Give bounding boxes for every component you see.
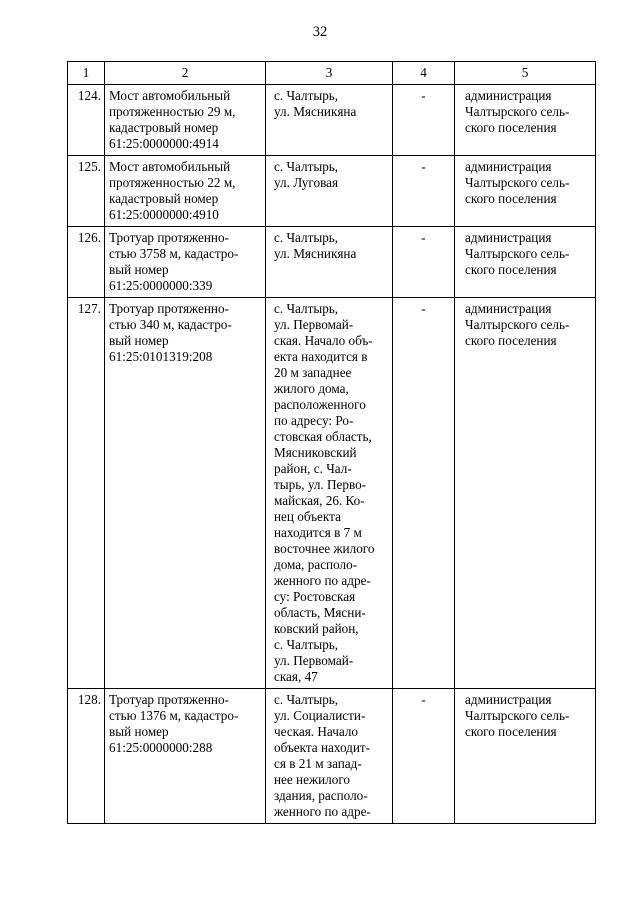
row-number: 124. (68, 85, 105, 156)
column-4-value: - (393, 689, 455, 824)
address-line: ул. Мясникяна (274, 246, 357, 261)
address-line: ул. Социалисти- (274, 708, 366, 723)
address-line: с. Чалтырь, (274, 88, 339, 103)
object-line: кадастровый номер (109, 120, 219, 135)
address-line: майская, 26. Ко- (274, 493, 365, 508)
table-row (68, 156, 596, 227)
holder-line: ского поселения (465, 120, 557, 135)
address-line: ул. Луговая (274, 175, 339, 190)
address-line: с. Чалтырь, (274, 692, 339, 707)
object-address (266, 298, 393, 689)
holder-line: администрация (465, 301, 552, 316)
address-line: находится в 7 м (274, 525, 362, 540)
address-line: область, Мясни- (274, 605, 366, 620)
header-row (68, 62, 596, 85)
object-line: кадастровый номер (109, 191, 219, 206)
registry-table (67, 61, 596, 824)
address-line: стовская область, (274, 429, 372, 444)
object-line: стью 3758 м, кадастро- (109, 246, 239, 261)
object-line: вый номер (109, 724, 169, 739)
header-col-3: 3 (266, 62, 393, 85)
object-line: 61:25:0000000:4910 (109, 207, 219, 222)
object-line: Тротуар протяженно- (109, 692, 229, 707)
address-line: ческая. Начало (274, 724, 359, 739)
address-line: район, с. Чал- (274, 461, 352, 476)
holder-line: администрация (465, 230, 552, 245)
address-line: 20 м западнее (274, 365, 352, 380)
address-line: с. Чалтырь, (274, 230, 339, 245)
header-col-4: 4 (393, 62, 455, 85)
object-line: 61:25:0101319:208 (109, 349, 213, 364)
holder-line: ского поселения (465, 191, 557, 206)
object-description (105, 298, 266, 689)
holder-line: Чалтырского сель- (465, 708, 570, 723)
object-line: вый номер (109, 262, 169, 277)
address-line: с. Чалтырь, (274, 301, 339, 316)
address-line: по адресу: Ро- (274, 413, 354, 428)
object-line: Мост автомобильный (109, 88, 231, 103)
object-description (105, 156, 266, 227)
header-col-5: 5 (455, 62, 596, 85)
address-line: ся в 21 м запад- (274, 756, 362, 771)
address-line: нец объекта (274, 509, 341, 524)
address-line: с. Чалтырь, (274, 159, 339, 174)
object-address (266, 689, 393, 824)
column-4-value: - (393, 85, 455, 156)
row-number: 126. (68, 227, 105, 298)
holder-name (455, 156, 596, 227)
holder-line: Чалтырского сель- (465, 246, 570, 261)
address-line: восточнее жилого (274, 541, 375, 556)
address-line: нее нежилого (274, 772, 350, 787)
object-line: Тротуар протяженно- (109, 301, 229, 316)
address-line: с. Чалтырь, (274, 637, 339, 652)
holder-line: администрация (465, 692, 552, 707)
object-description (105, 85, 266, 156)
address-line: здания, располо- (274, 788, 368, 803)
address-line: дома, располо- (274, 557, 358, 572)
object-address (266, 156, 393, 227)
object-line: 61:25:0000000:339 (109, 278, 213, 293)
column-4-value: - (393, 298, 455, 689)
object-description (105, 227, 266, 298)
header-col-1: 1 (68, 62, 105, 85)
holder-line: Чалтырского сель- (465, 175, 570, 190)
row-number: 127. (68, 298, 105, 689)
address-line: расположенного (274, 397, 366, 412)
address-line: ул. Первомай- (274, 653, 354, 668)
address-line: женного по адре- (274, 573, 371, 588)
object-line: протяженностью 29 м, (109, 104, 236, 119)
column-4-value: - (393, 156, 455, 227)
table-row (68, 227, 596, 298)
holder-name (455, 227, 596, 298)
table-row (68, 689, 596, 824)
address-line: женного по адре- (274, 804, 371, 819)
holder-line: ского поселения (465, 262, 557, 277)
row-number: 128. (68, 689, 105, 824)
holder-line: ского поселения (465, 333, 557, 348)
object-line: стью 340 м, кадастро- (109, 317, 232, 332)
address-line: объекта находит- (274, 740, 371, 755)
object-line: 61:25:0000000:288 (109, 740, 213, 755)
object-description (105, 689, 266, 824)
object-address (266, 227, 393, 298)
holder-line: ского поселения (465, 724, 557, 739)
object-line: стью 1376 м, кадастро- (109, 708, 239, 723)
column-4-value: - (393, 227, 455, 298)
object-line: 61:25:0000000:4914 (109, 136, 219, 151)
holder-name (455, 85, 596, 156)
address-line: тырь, ул. Перво- (274, 477, 367, 492)
holder-line: администрация (465, 159, 552, 174)
object-line: протяженностью 22 м, (109, 175, 236, 190)
object-line: Мост автомобильный (109, 159, 231, 174)
address-line: Мясниковский (274, 445, 357, 460)
address-line: жилого дома, (274, 381, 349, 396)
address-line: екта находится в (274, 349, 368, 364)
holder-line: Чалтырского сель- (465, 317, 570, 332)
holder-line: администрация (465, 88, 552, 103)
address-line: су: Ростовская (274, 589, 356, 604)
address-line: ул. Мясникяна (274, 104, 357, 119)
address-line: ская, 47 (274, 669, 318, 684)
table-row (68, 298, 596, 689)
holder-name (455, 298, 596, 689)
object-address (266, 85, 393, 156)
table-row (68, 85, 596, 156)
row-number: 125. (68, 156, 105, 227)
holder-line: Чалтырского сель- (465, 104, 570, 119)
address-line: ул. Первомай- (274, 317, 354, 332)
header-col-2: 2 (105, 62, 266, 85)
object-line: Тротуар протяженно- (109, 230, 229, 245)
page-number: 32 (312, 24, 328, 40)
holder-name (455, 689, 596, 824)
address-line: ская. Начало объ- (274, 333, 373, 348)
object-line: вый номер (109, 333, 169, 348)
address-line: ковский район, (274, 621, 359, 636)
